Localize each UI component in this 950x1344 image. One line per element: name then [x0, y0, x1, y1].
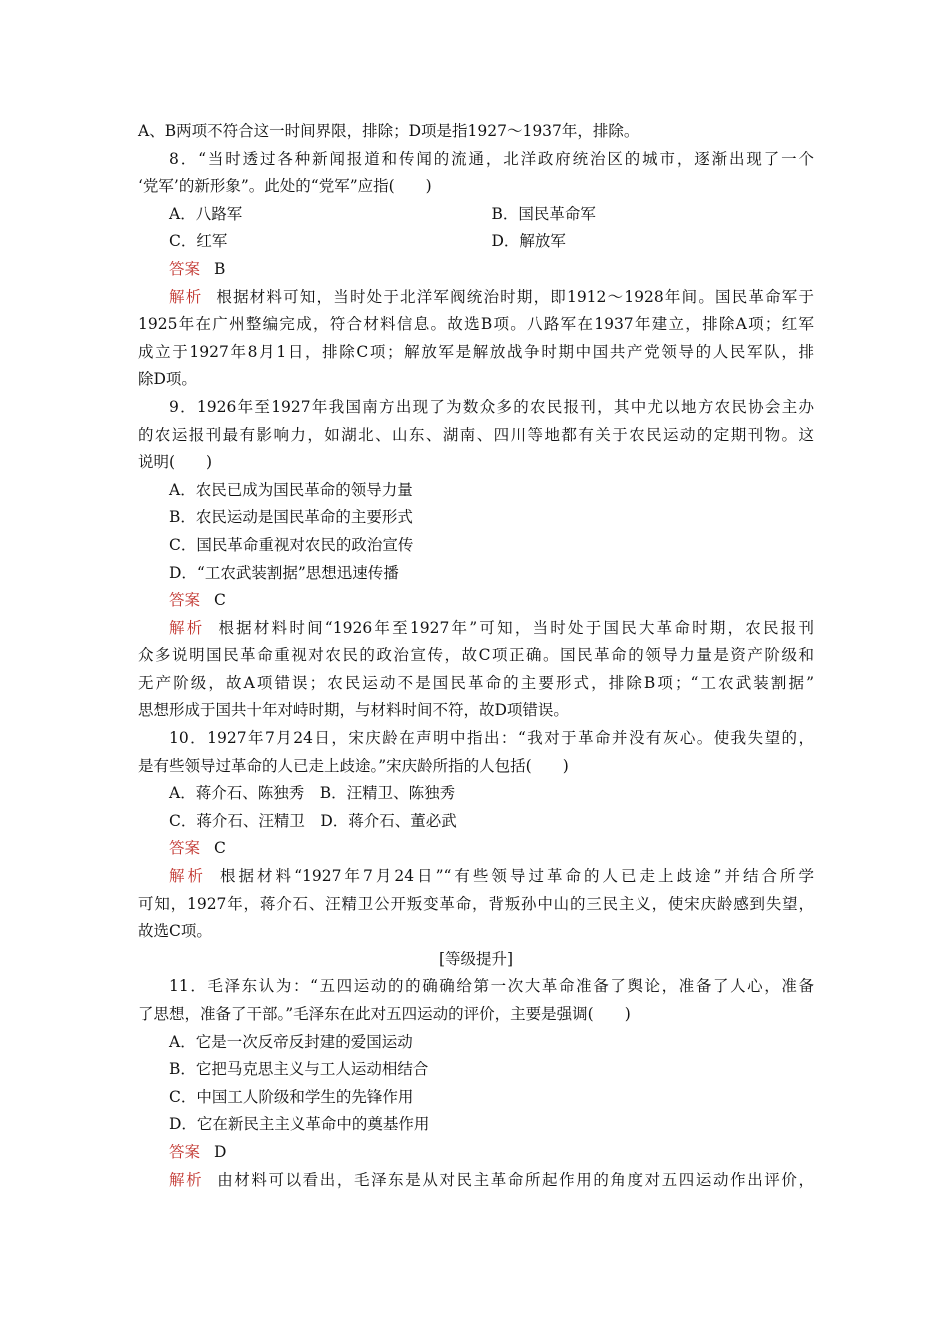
body-line: 1925年在广州整编完成，符合材料信息。故选B项。八路军在1937年建立，排除A项；红军 [138, 315, 814, 334]
body-line: 众多说明国民革命重视对农民的政治宣传，故C项正确。国民革命的领导力量是资产阶级和 [138, 646, 814, 665]
option-line: C．中国工人阶级和学生的先锋作用 [169, 1087, 414, 1106]
answer-label: 答案 [169, 839, 201, 858]
body-line: 成立于1927年8月1日，排除C项；解放军是解放战争时期中国共产党领导的人民军队，排 [138, 342, 814, 361]
answer-label: 答案 [169, 591, 201, 610]
question-line: 9．1926年至1927年我国南方出现了为数众多的农民报刊，其中尤以地方农民协会主办 [169, 397, 814, 416]
body-line: 了思想，准备了干部。”毛泽东在此对五四运动的评价，主要是强调( ) [138, 1005, 631, 1023]
body-line: 说明( ) [138, 453, 213, 472]
option-line: D．它在新民主主义革命中的奠基作用 [169, 1115, 430, 1134]
question-line: 8．“当时透过各种新闻报道和传闻的流通，北洋政府统治区的城市，逐渐出现了一个 [169, 149, 814, 168]
body-line: 思想形成于国共十年对峙时期，与材料时间不符，故D项错误。 [138, 701, 569, 720]
option-line: A．它是一次反帝反封建的爱国运动 [169, 1032, 413, 1051]
body-line: 的农运报刊最有影响力，如湖北、山东、湖南、四川等地都有关于农民运动的定期刊物。这 [138, 425, 814, 444]
option-text: C．红军 [169, 232, 228, 251]
option-text: A．八路军 [169, 204, 243, 223]
explanation-text: 由材料可以看出，毛泽东是从对民主革命所起作用的角度对五四运动作出评价， [217, 1170, 814, 1189]
option-row [138, 201, 814, 229]
answer-value: C [214, 839, 226, 858]
option-line: A．蒋介石、陈独秀 B．汪精卫、陈独秀 [169, 784, 456, 803]
option-line: B．农民运动是国民革命的主要形式 [169, 508, 413, 527]
body-line: A、B两项不符合这一时间界限，排除；D项是指1927～1937年，排除。 [138, 122, 640, 140]
answer-line [138, 1139, 814, 1167]
explanation-line [138, 1167, 814, 1195]
section-heading: [等级提升] [438, 949, 514, 968]
answer-value: C [214, 591, 226, 610]
explanation-line [138, 615, 814, 643]
answer-line [138, 587, 814, 615]
explanation-text: 根据材料时间“1926年至1927年”可知，当时处于国民大革命时期，农民报刊 [218, 618, 814, 637]
option-line: C．国民革命重视对农民的政治宣传 [169, 535, 414, 554]
body-line: 故选C项。 [138, 922, 212, 941]
question-line: 11．毛泽东认为：“五四运动的的确确给第一次大革命准备了舆论，准备了人心，准备 [169, 977, 814, 996]
answer-label: 答案 [169, 259, 201, 278]
answer-line [138, 835, 814, 863]
option-text: D．解放军 [491, 232, 566, 251]
option-line: C．蒋介石、汪精卫 D．蒋介石、董必武 [169, 811, 457, 830]
option-line: B．它把马克思主义与工人运动相结合 [169, 1060, 429, 1079]
question-line: 10．1927年7月24日，宋庆龄在声明中指出：“我对于革命并没有灰心。使我失望的， [169, 729, 814, 748]
explanation-label: 解析 [169, 618, 205, 637]
option-row [138, 228, 814, 256]
explanation-label: 解析 [169, 867, 207, 886]
body-line: 除D项。 [138, 370, 197, 389]
answer-value: D [214, 1142, 227, 1161]
explanation-label: 解析 [169, 1170, 204, 1189]
answer-value: B [214, 259, 226, 278]
body-line: 无产阶级，故A项错误；农民运动不是国民革命的主要形式，排除B项；“工农武装割据” [138, 673, 814, 692]
answer-line [138, 256, 814, 284]
option-line: D．“工农武装割据”思想迅速传播 [169, 563, 399, 582]
body-line: ‘党军’的新形象”。此处的“党军”应指( ) [138, 177, 432, 196]
explanation-text: 根据材料“1927年7月24日”“有些领导过革命的人已走上歧途”并结合所学 [220, 867, 814, 886]
explanation-label: 解析 [169, 287, 203, 306]
answer-label: 答案 [169, 1142, 201, 1161]
body-line: 是有些领导过革命的人已走上歧途。”宋庆龄所指的人包括( ) [138, 756, 569, 775]
body-line: 可知，1927年，蒋介石、汪精卫公开叛变革命，背叛孙中山的三民主义，使宋庆龄感到失望， [138, 894, 814, 913]
explanation-text: 根据材料可知，当时处于北洋军阀统治时期，即1912～1928年间。国民革命军于 [216, 287, 814, 306]
option-text: B．国民革命军 [491, 204, 596, 223]
explanation-line [138, 284, 814, 312]
document-page [138, 118, 814, 1194]
option-line: A．农民已成为国民革命的领导力量 [169, 480, 413, 499]
explanation-line [138, 863, 814, 891]
